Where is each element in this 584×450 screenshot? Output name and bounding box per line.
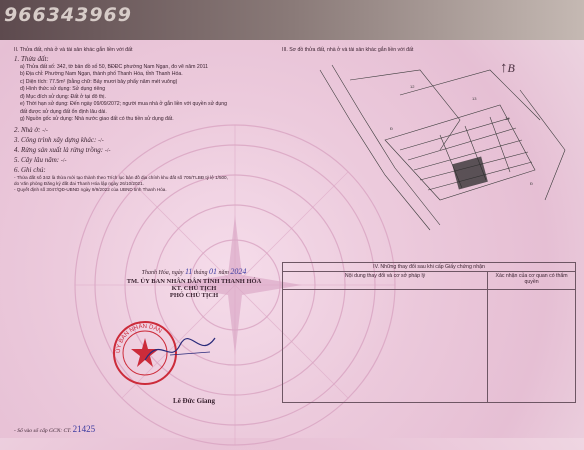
parcel-line: c) Diện tích: 77.5m² (bằng chữ: Bảy mươi bảy phẩy năm mét vuông) <box>20 78 178 85</box>
signature-scribble <box>140 330 220 370</box>
note-line: - Thửa đất số 342 là thửa mới tạo thành theo Trích lục bản đồ địa chính khu đất số 705/TLBĐ tỷ lệ 1/500, <box>14 174 228 180</box>
svg-text:Đ: Đ <box>530 181 533 186</box>
seal-text: ỦY BAN NHÂN DÂN <box>115 323 163 354</box>
parcel-sketch-map <box>290 60 570 240</box>
section-ii-heading: II. Thửa đất, nhà ở và tài sản khác gắn liền với đất <box>14 47 133 53</box>
svg-text:14: 14 <box>505 116 510 121</box>
changes-col-content: Nội dung thay đổi và cơ sở pháp lý <box>283 272 488 290</box>
subsection-forest: 4. Rừng sản xuất là rừng trồng: -/- <box>14 145 111 154</box>
parcel-line: d) Hình thức sử dụng: Sử dụng riêng <box>20 86 106 92</box>
parcel-line: e) Thời hạn sử dụng: Đến ngày 09/09/2072; người mua nhà ở gắn liền với quyền sử dụng <box>20 101 228 107</box>
changes-table-title: IV. Những thay đổi sau khi cấp Giấy chứng nhận <box>283 263 576 272</box>
parcel-line: b) Địa chỉ: Phường Nam Ngạn, thành phố Thanh Hóa, tỉnh Thanh Hóa. <box>20 71 183 77</box>
changes-col-confirm: Xác nhận của cơ quan có thẩm quyền <box>488 272 576 290</box>
subsection-other-works: 3. Công trình xây dựng khác: -/- <box>14 135 104 144</box>
top-banner <box>0 0 584 40</box>
subsection-land-parcel: 1. Thửa đất: <box>14 54 49 63</box>
svg-text:12: 12 <box>410 84 415 89</box>
subsection-house: 2. Nhà ở: -/- <box>14 125 48 134</box>
issue-date: Thanh Hóa, ngày 11 tháng 01 năm 2024 <box>141 267 247 276</box>
signature-block <box>104 267 284 299</box>
issuer-org: TM. ỦY BAN NHÂN DÂN TỈNH THANH HÓA <box>126 278 262 285</box>
section-ii <box>14 47 279 193</box>
changes-table <box>282 262 576 403</box>
svg-text:Đ: Đ <box>390 126 393 131</box>
issuer-kt: KT. CHỦ TỊCH <box>171 285 217 292</box>
parcel-line: đất được sử dụng đất ổn định lâu dài. <box>20 108 107 115</box>
phone-watermark: 966343969 <box>4 4 132 26</box>
register-number: - Số vào sổ cấp GCN: CT. 21425 <box>14 424 96 434</box>
parcel-line: đ) Mục đích sử dụng: Đất ở tại đô thị. <box>20 93 106 100</box>
svg-text:13: 13 <box>472 96 477 101</box>
north-arrow-icon: ↑B <box>500 60 515 76</box>
parcel-line: g) Nguồn gốc sử dụng: Nhà nước giao đất có thu tiền sử dụng đất. <box>20 116 174 122</box>
issuer-role: PHÓ CHỦ TỊCH <box>169 292 219 299</box>
changes-cell-content <box>283 290 488 403</box>
subsection-notes: 6. Ghi chú: <box>14 165 46 174</box>
changes-cell-confirm <box>488 290 576 403</box>
note-line: do Văn phòng Đăng ký đất đai Thanh Hóa lập ngày 26/10/2021. <box>14 180 144 186</box>
signer-name: Lê Đức Giang <box>173 397 215 405</box>
section-iii-heading: III. Sơ đồ thửa đất, nhà ở và tài sản khác gắn liền với đất <box>282 47 414 53</box>
parcel-line: a) Thửa đất số: 342, tờ bản đồ số 50, BĐĐC phường Nam Ngạn, đo vẽ năm 2011 <box>20 63 209 70</box>
subsection-perennial: 5. Cây lâu năm: -/- <box>14 155 67 164</box>
note-line: - Quyết định số 3047/QĐ-UBND ngày 9/9/2022 của UBND tỉnh Thanh Hóa. <box>14 186 167 192</box>
